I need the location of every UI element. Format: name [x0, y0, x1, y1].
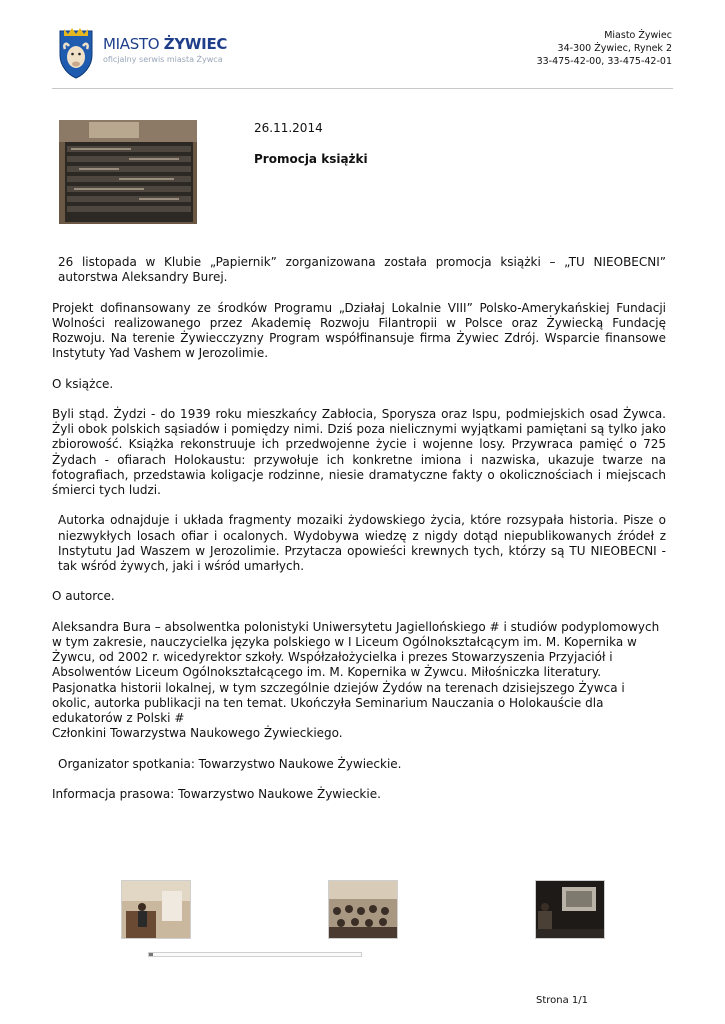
- gallery-thumbnail[interactable]: [328, 880, 398, 939]
- coat-of-arms-icon: [57, 27, 95, 79]
- author-bio-part: Członkini Towarzystwa Naukowego Żywieckiego.: [52, 726, 343, 741]
- section-heading: O książce.: [52, 376, 114, 391]
- gallery-scrollbar[interactable]: [148, 952, 362, 957]
- article-paragraph: Autorka odnajduje i układa fragmenty mozaiki żydowskiego życia, które rozsypała historia. Pisze o niezwykłych losach ofiar i ocalonych. Wydobywa wiedzę z nigdy dotąd niepublikowanych źródeł z Instytutu Jad Waszem w Jerozolimie. Przytacza opowieści krewnych tych, którzy są TU NIEOBECNI - tak wśród żywych, jaki i wśród umarłych.: [58, 513, 666, 573]
- author-bio-part: i studiów podyplomowych w tym zakresie, nauczycielka języka polskiego w I Liceum Ogólnokształcącym im. M. Kopernika w Żywcu, od 2002 r. wicedyrektor szkoły. Współzałożycielka i prezes Stowarzyszenia Przyjaciół i Absolwentów Liceum Ogólnokształcącego im. M. Kopernika w Żywcu. Miłośniczka literatury. Pasjonatka historii lokalnej, w tym szczególnie dziejów Żydów na terenach dzisiejszego Żywca i okolic, autorka publikacji na ten temat. Ukończyła Seminarium Nauczania o Holokauście dla edukatorów z Polski #: [52, 619, 660, 725]
- article-date: 26.11.2014: [254, 121, 323, 135]
- book-stack-photo[interactable]: [59, 120, 197, 224]
- article-paragraph: 26 listopada w Klubie „Papiernik” zorganizowana została promocja książki – „TU NIEOBECNI” autorstwa Aleksandry Burej.: [58, 255, 666, 285]
- contact-phones: 33-475-42-00, 33-475-42-01: [536, 56, 672, 67]
- event-photo-3-icon: [536, 881, 604, 938]
- scrollbar-thumb[interactable]: [149, 953, 153, 956]
- article-paragraph: Byli stąd. Żydzi - do 1939 roku mieszkańcy Zabłocia, Sporysza oraz Ispu, podmiejskich osad Żywca. Żyli obok polskich sąsiadów i pomiędzy nimi. Dziś poza nielicznymi wyjątkami pamiętani są tylko jako zbiorowość. Książka rekonstruuje ich przedwojenne życie i wojenne losy. Przywraca pamięć o 725 Żydach - ofiarach Holokaustu: przywołuje ich konkretne imiona i nazwiska, ukazuje twarze na fotografiach, przedstawia koligacje rodzinne, niesie dramatyczne fakty o okolicznościach i miejscach śmierci tych ludzi.: [52, 406, 666, 497]
- logo-subtitle: oficjalny serwis miasta Żywca: [103, 55, 223, 64]
- gallery-thumbnail[interactable]: [535, 880, 605, 939]
- logo-title: [103, 35, 227, 53]
- event-photo-1-icon: [122, 881, 190, 938]
- logo-title-prefix: MIASTO: [103, 35, 164, 53]
- article-paragraph: Projekt dofinansowany ze środków Programu „Działaj Lokalnie VIII” Polsko-Amerykańskiej Fundacji Wolności realizowanego przez Akademię Rozwoju Filantropii w Polsce oraz Żywiecką Fundację Rozwoju. Na terenie Żywiecczyzny Program współfinansuje firma Żywiec Zdrój. Wsparcie finansowe Instytuty Yad Vashem w Jerozolimie.: [52, 300, 666, 361]
- gallery-thumbnail[interactable]: [121, 880, 191, 939]
- author-bio: [52, 620, 666, 742]
- contact-city: Miasto Żywiec: [604, 30, 672, 41]
- contact-address: 34-300 Żywiec, Rynek 2: [557, 43, 672, 54]
- header-divider: [52, 88, 673, 89]
- page-number: Strona 1/1: [535, 995, 588, 1006]
- site-logo[interactable]: [57, 27, 257, 82]
- press-info-line: Informacja prasowa: Towarzystwo Naukowe Żywieckie.: [52, 786, 381, 801]
- author-bio-part: Aleksandra Bura – absolwentka polonistyki Uniwersytetu Jagiellońskiego #: [52, 619, 504, 634]
- section-heading: O autorce.: [52, 589, 115, 604]
- article-title: Promocja książki: [254, 152, 368, 166]
- book-stack-image: [59, 120, 197, 224]
- logo-title-city: ŻYWIEC: [163, 35, 228, 53]
- event-photo-2-icon: [329, 881, 397, 938]
- article-body: [52, 255, 666, 817]
- organizer-line: Organizator spotkania: Towarzystwo Naukowe Żywieckie.: [58, 756, 402, 771]
- contact-block: [537, 29, 672, 68]
